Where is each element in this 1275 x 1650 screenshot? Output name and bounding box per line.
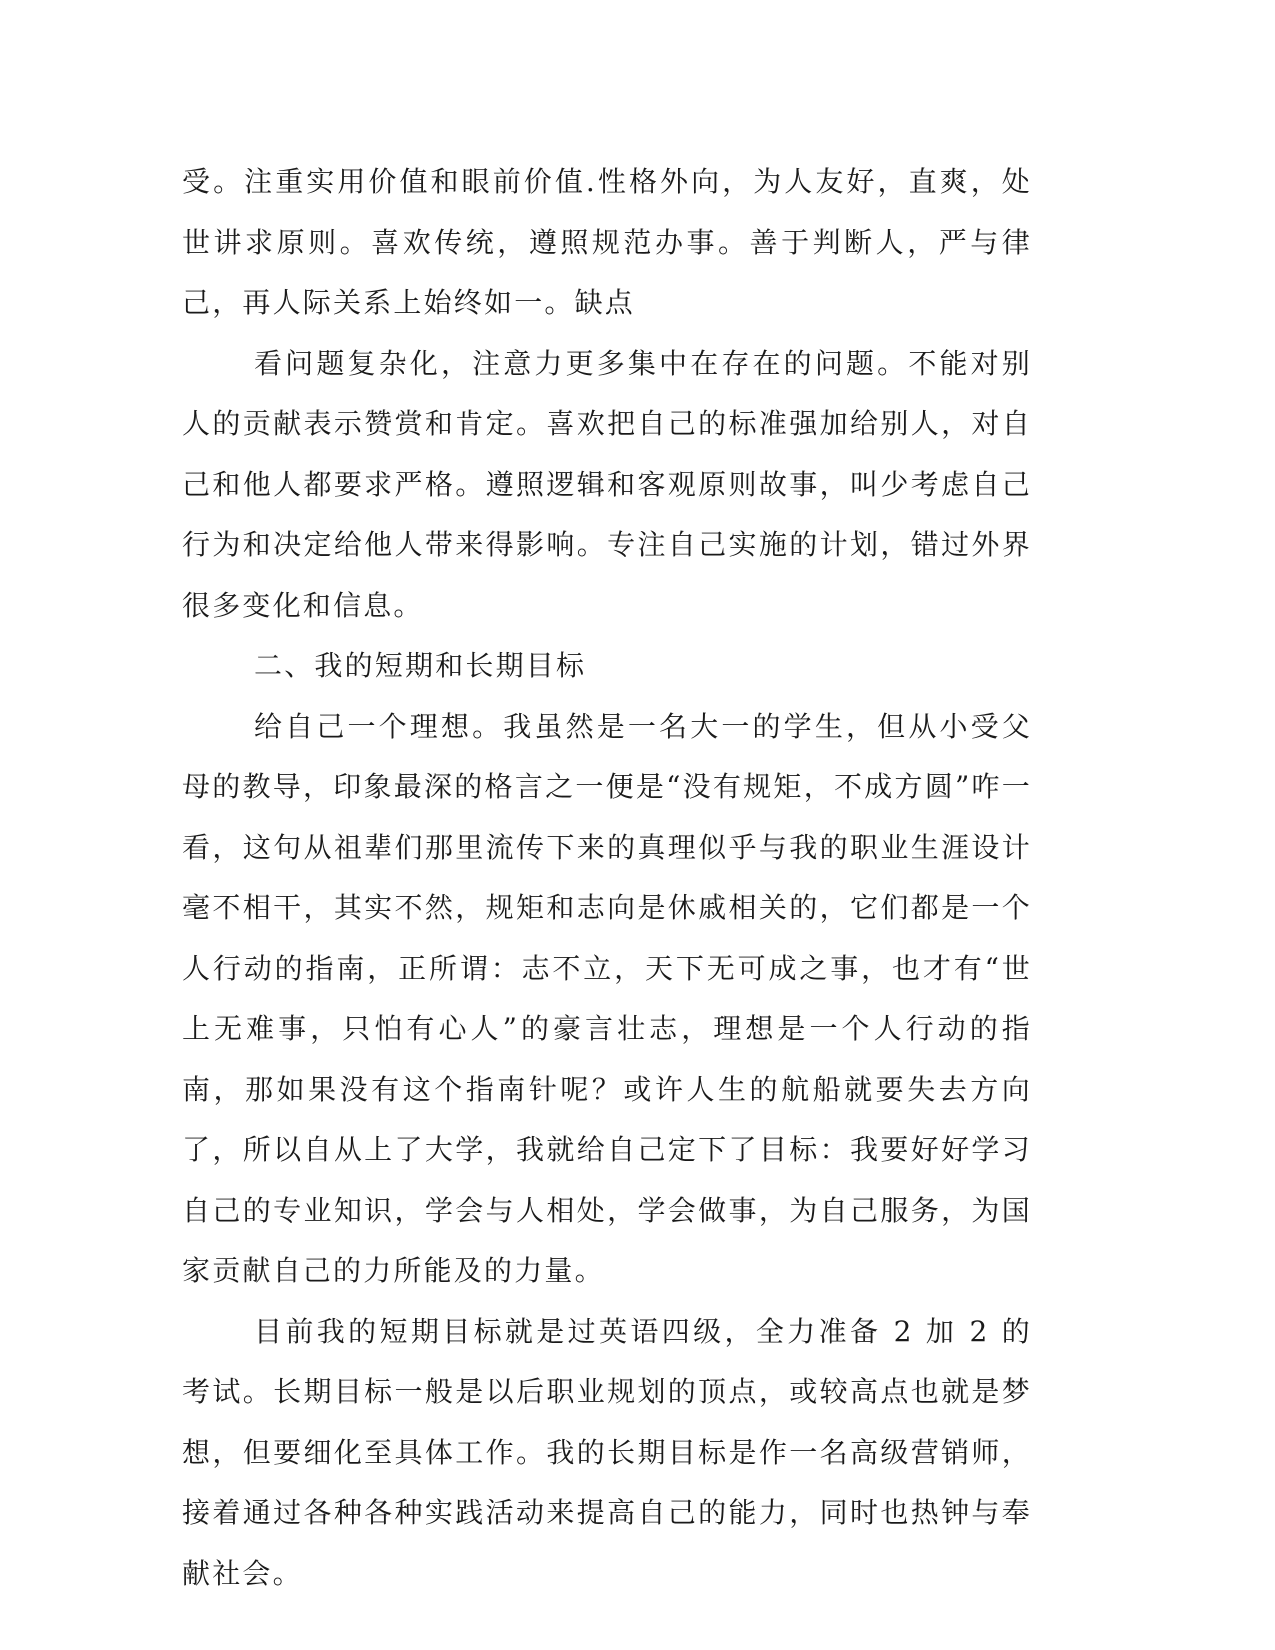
paragraph-short-long-goals: 目前我的短期目标就是过英语四级，全力准备 2 加 2 的考试。长期目标一般是以后职业规划的顶点，或较高点也就是梦想，但要细化至具体工作。我的长期目标是作一名高级营销师，接着通过各种各种实践活动来提高自己的能力，同时也热钟与奉献社会。 — [182, 1314, 1032, 1590]
paragraph-weaknesses: 看问题复杂化，注意力更多集中在存在的问题。不能对别人的贡献表示赞赏和肯定。喜欢把自己的标准强加给别人，对自己和他人都要求严格。遵照逻辑和客观原则故事，叫少考虑自己行为和决定给他人带来得影响。专注自己实施的计划，错过外界很多变化和信息。 — [182, 346, 1032, 622]
section-heading-goals: 二、我的短期和长期目标 — [254, 649, 587, 682]
paragraph-ideal: 给自己一个理想。我虽然是一名大一的学生，但从小受父母的教导，印象最深的格言之一便是“没有规矩，不成方圆”咋一看，这句从祖辈们那里流传下来的真理似乎与我的职业生涯设计毫不相干，其实不然，规矩和志向是休戚相关的，它们都是一个人行动的指南，正所谓：志不立，天下无可成之事，也才有“世上无难事，只怕有心人”的豪言壮志，理想是一个人行动的指南，那如果没有这个指南针呢？或许人生的航船就要失去方向了，所以自从上了大学，我就给自己定下了目标：我要好好学习自己的专业知识，学会与人相处，学会做事，为自己服务，为国家贡献自己的力所能及的力量。 — [182, 709, 1032, 1287]
document-body — [182, 152, 1032, 1604]
paragraph-traits-continued: 受。注重实用价值和眼前价值.性格外向，为人友好，直爽，处世讲求原则。喜欢传统，遵照规范办事。善于判断人，严与律己，再人际关系上始终如一。缺点 — [182, 165, 1032, 319]
